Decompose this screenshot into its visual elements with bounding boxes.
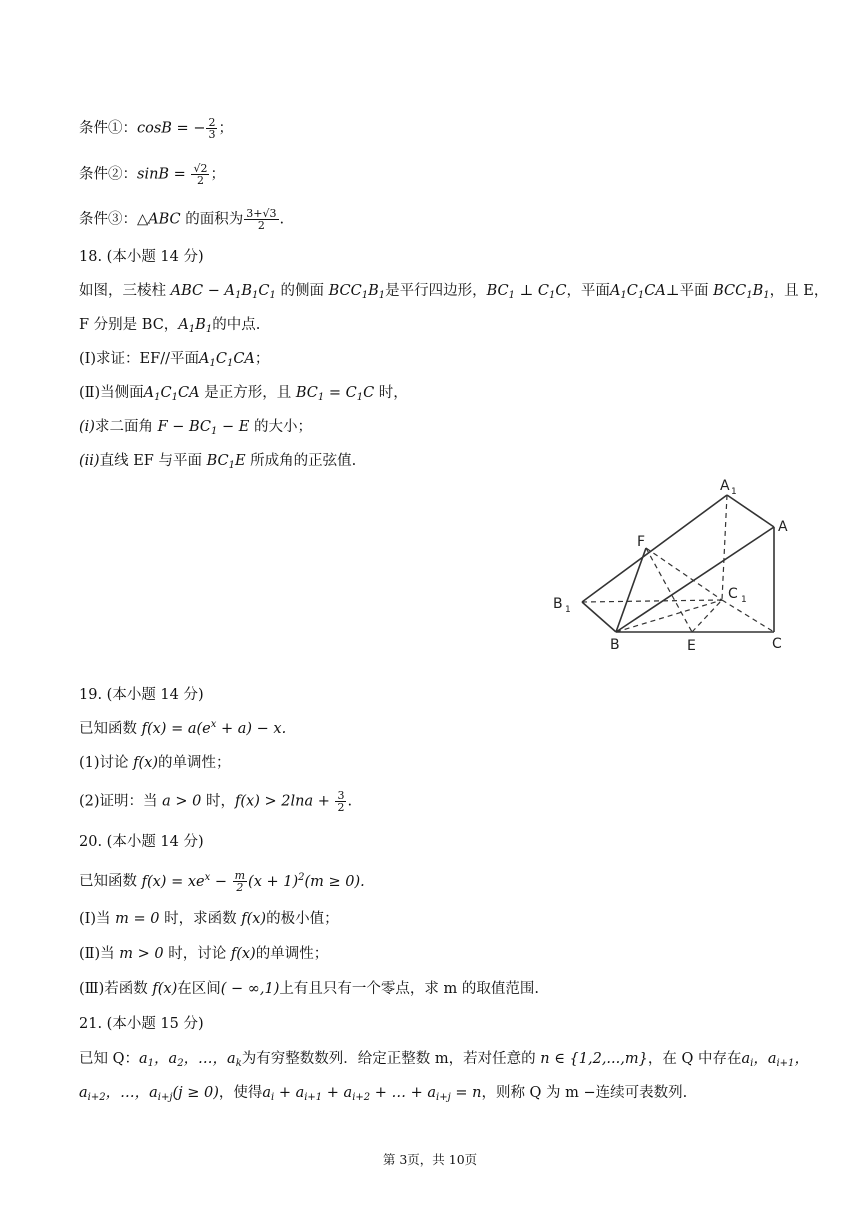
- label-b1-sub: 1: [565, 605, 571, 615]
- q20-intro: 已知函数 $f(x) = xe^x$ − $\frac{m}{2}$ $(x + 1)^2(m \ge 0)$.: [79, 869, 365, 894]
- edge-b1-c1: [582, 600, 722, 602]
- q20-fraction: $\frac{m}{2}$: [234, 869, 246, 894]
- q18-part1: (Ⅰ)求证：EF//平面$A_1C_1CA$；: [79, 351, 270, 369]
- condition-3-expr: △ABC: [137, 211, 181, 228]
- condition-1-fraction: $\frac{2}{3}$: [208, 116, 216, 141]
- page-footer: 第 3页，共 10页: [382, 1152, 478, 1167]
- label-b1: B: [553, 596, 563, 612]
- q20-header: 20. (本小题 14 分): [79, 834, 204, 850]
- edge-f-e: [646, 548, 692, 632]
- q20-part3: (Ⅲ)若函数 f(x)在区间( − ∞,1)上有且只有一个零点，求 m 的取值范围.: [79, 981, 539, 997]
- q21-line1: 已知 Q：$a_1$，$a_2$，…，$a_k$为有穷整数数列．给定正整数 m，若对任意的 n ∈ {1,2,...,m}，在 Q 中存在$a_i$，$a_{i+1}$，: [79, 1051, 809, 1069]
- condition-3-fraction: $\frac{3+√3}{2}$: [246, 207, 277, 232]
- edge-b1-a1: [582, 495, 727, 602]
- q20-part1: (Ⅰ)当 m = 0 时，求函数 f(x)的极小值；: [79, 911, 339, 927]
- label-c1: C: [728, 586, 738, 602]
- q19-fraction: $\frac{3}{2}$: [337, 789, 345, 814]
- condition-2-fraction: $\frac{√2}{2}$: [193, 162, 208, 187]
- edge-c1-c: [722, 600, 774, 632]
- q19-intro: 已知函数 $f(x) = a(e^x + a) - x$.: [79, 719, 287, 737]
- edge-b-c1: [616, 600, 722, 632]
- condition-2: 条件②：sinB = $\frac{√2}{2}$ ；: [79, 162, 225, 187]
- condition-1-expr: cosB = −: [137, 120, 206, 137]
- label-c1-sub: 1: [741, 595, 747, 605]
- q18-intro-line1: 如图，三棱柱 ABC − $A_1B_1C_1$ 的侧面 $BCC_1B_1$是平行四边形，$BC_1$ ⊥ $C_1C$，平面$A_1C_1CA\perp$平面 $BCC_1B_1$，且 E，: [79, 283, 829, 301]
- condition-2-expr: sinB =: [137, 166, 191, 183]
- condition-3: 条件③：△ABC 的面积为 $\frac{3+√3}{2}$ .: [79, 207, 285, 232]
- condition-1-label: 条件①：: [79, 120, 137, 137]
- label-f: F: [637, 534, 646, 550]
- q18-sub-i: (i)求二面角 $F - BC_1 - E$ 的大小；: [79, 419, 312, 437]
- label-e: E: [687, 638, 696, 654]
- condition-2-label: 条件②：: [79, 166, 137, 183]
- label-a1: A: [720, 478, 730, 494]
- q18-sub-ii: (ii)直线 EF 与平面 $BC_1E$ 所成角的正弦值.: [79, 453, 357, 471]
- q18-header: 18. (本小题 14 分): [79, 249, 204, 265]
- q18-intro-line2: F 分别是 BC，$A_1B_1$的中点.: [79, 317, 261, 335]
- edge-a1-a: [727, 495, 774, 527]
- edge-a1-c1: [722, 495, 727, 600]
- q20-part2: (Ⅱ)当 m > 0 时，讨论 f(x)的单调性；: [79, 946, 329, 962]
- condition-3-label: 条件③：: [79, 211, 137, 228]
- edge-f-c1: [646, 548, 722, 600]
- label-a: A: [778, 519, 788, 535]
- prism-figure: [540, 470, 800, 660]
- edge-b1-b: [582, 602, 616, 632]
- q18-part2: (Ⅱ)当侧面$A_1C_1CA$ 是正方形，且 $BC_1 = C_1C$ 时，: [79, 385, 408, 403]
- q21-header: 21. (本小题 15 分): [79, 1016, 204, 1032]
- condition-1: 条件①：cosB = − $\frac{2}{3}$ ；: [79, 116, 233, 141]
- q19-header: 19. (本小题 14 分): [79, 687, 204, 703]
- label-b: B: [610, 637, 620, 653]
- q19-part2: (2)证明：当 a > 0 时，f(x) > 2lna + $\frac{3}{2}$ .: [79, 789, 353, 814]
- q19-part1: (1)讨论 f(x)的单调性；: [79, 755, 231, 771]
- q21-line2: $a_{i+2}$，…，$a_{i+j}(j \ge 0)$，使得$a_i + a_{i+1} + a_{i+2}$ + … + $a_{i+j} = n$，则称 Q 为 m −连续可表数列.: [79, 1085, 688, 1103]
- edge-b-f: [616, 548, 646, 632]
- label-a1-sub: 1: [731, 487, 737, 497]
- label-c: C: [772, 636, 782, 652]
